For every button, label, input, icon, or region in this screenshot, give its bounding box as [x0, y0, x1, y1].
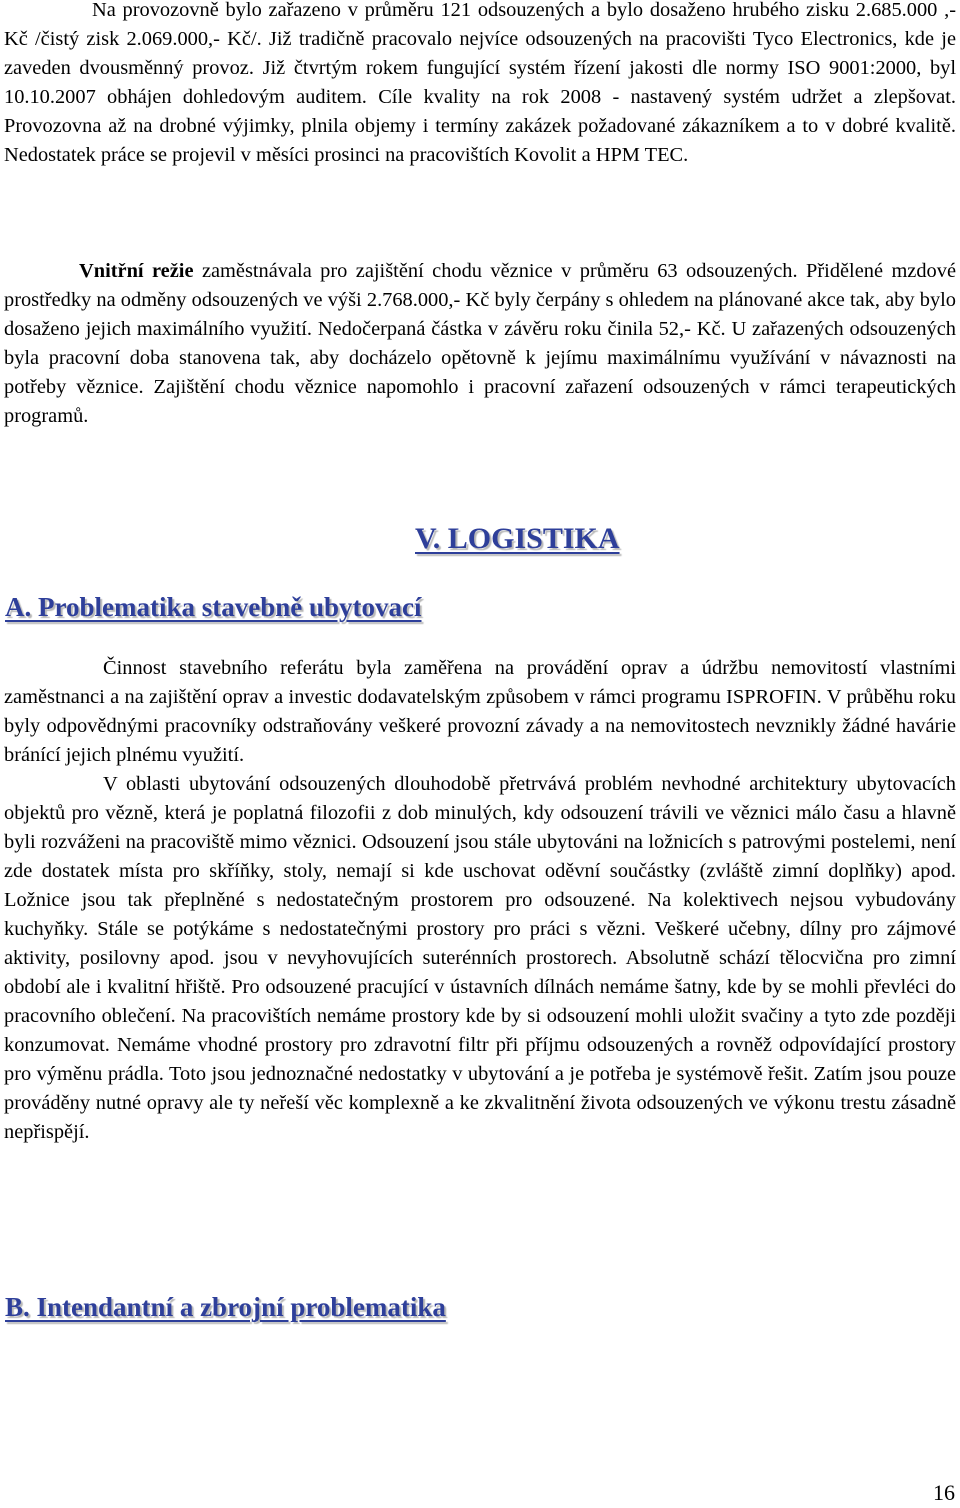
chapter-heading-logistika: V. LOGISTIKA: [415, 522, 620, 555]
paragraph-stavebni-referat-text: Činnost stavebního referátu byla zaměřena na provádění oprav a údržbu nemovitostí vlastními zaměstnanci a na zajištění oprav a investic dodavatelským způsobem v rámci programu ISPROFIN. V průběhu roku byly odpovědnými pracovníky odstraňovány veškeré provozní závady a na nemovitostech nevznikly žádné havárie bránící jejich plnému využití.: [4, 657, 956, 766]
paragraph-vnitrni-rezie-text: zaměstnávala pro zajištění chodu věznice v průměru 63 odsouzených. Přidělené mzdové prostředky na odměny odsouzených ve výši 2.768.000,- Kč byly čerpány s ohledem na plánované akce tak, aby bylo dosaženo jejich maximálního využití. Nedočerpaná částka v závěru roku činila 52,- Kč. U zařazených odsouzených byla pracovní doba stanovena tak, aby docházelo opětovně k jejímu maximálnímu využívání v návaznosti na potřeby věznice. Zajištění chodu věznice napomohlo i pracovní zařazení odsouzených v rámci terapeutických programů.: [4, 260, 956, 427]
section-heading-a: A. Problematika stavebně ubytovací: [5, 592, 422, 622]
paragraph-vnitrni-rezie: [4, 257, 956, 431]
paragraph-provozovna: [4, 0, 956, 170]
paragraph-provozovna-text: Na provozovně bylo zařazeno v průměru 121 odsouzených a bylo dosaženo hrubého zisku 2.685.000 ,- Kč /čistý zisk 2.069.000,- Kč/. Již tradičně pracovalo nejvíce odsouzených na pracovišti Tyco Electronics, kde je zaveden dvousměnný provoz. Již čtvrtým rokem fungující systém řízení jakosti dle normy ISO 9001:2000, byl 10.10.2007 obhájen dohledovým auditem. Cíle kvality na rok 2008 - nastavený systém udržet a zlepšovat. Provozovna až na drobné výjimky, plnila objemy i termíny zakázek požadované zákazníkem a to v dobré kvalitě. Nedostatek práce se projevil v měsíci prosinci na pracovištích Kovolit a HPM TEC.: [4, 0, 956, 166]
vnitrni-rezie-label: Vnitřní režie: [79, 260, 194, 282]
paragraph-ubytovani-text: V oblasti ubytování odsouzených dlouhodobě přetrvává problém nevhodné architektury ubytovacích objektů pro vězně, která je poplatná filozofii z dob minulých, kdy odsouzení trávili ve věznici málo času a hlavně byli rozváženi na pracoviště mimo věznici. Odsouzení jsou stále ubytováni na ložnicích s patrovými postelemi, není zde dostatek místa pro skříňky, stoly, nemají si kde uschovat oděvní součástky (zvláště zimní doplňky) apod. Ložnice jsou tak přeplněné s nedostatečným prostorem pro odsouzené. Na kolektivech nejsou vybudovány kuchyňky. Stále se potýkáme s nedostatečnými prostory pro práci s vězni. Veškeré učebny, dílny pro zájmové aktivity, posilovny apod. jsou v nevyhovujících suterénních prostorech. Absolutně schází tělocvična pro zimní období ale i kvalitní hřiště. Pro odsouzené pracující v ústavních dílnách nemáme šatny, kde by se mohli převléci do pracovního oblečení. Na pracovištích nemáme prostory kde by si odsouzení mohli uložit svačiny a tyto zde později konzumovat. Nemáme vhodné prostory pro zdravotní filtr při příjmu odsouzených a rovněž odpovídající prostory pro výměnu prádla. Toto jsou jednoznačné nedostatky v ubytování a je potřeba je systémově řešit. Zatím jsou pouze prováděny nutné opravy ale ty neřeší věc komplexně a ke zkvalitnění života odsouzených ve výkonu trestu zásadně nepřispějí.: [4, 773, 956, 1143]
paragraph-stavebni-referat: [4, 654, 956, 770]
page-number: 16: [933, 1480, 955, 1505]
section-heading-b: B. Intendantní a zbrojní problematika: [5, 1292, 446, 1322]
paragraph-ubytovani: [4, 770, 956, 1147]
